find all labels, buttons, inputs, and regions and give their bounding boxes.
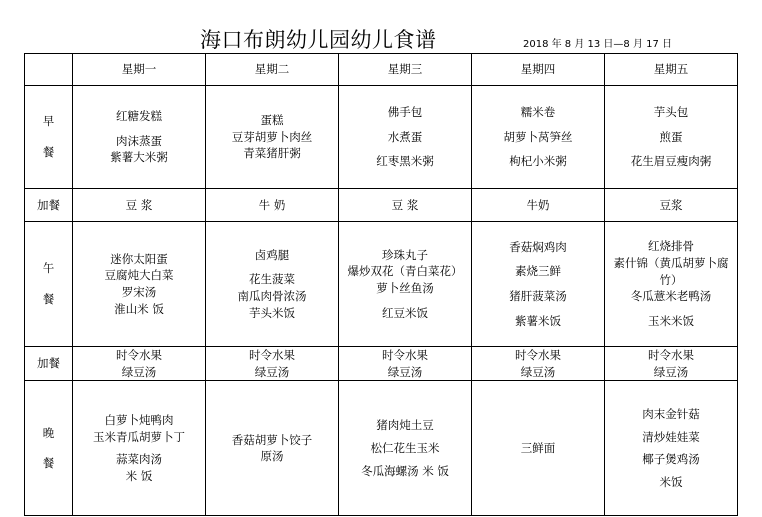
dish-item: 米饭	[659, 475, 683, 490]
header-row	[25, 54, 738, 86]
dish-item: 紫薯米饭	[515, 313, 561, 328]
dish-group	[348, 247, 463, 297]
dish-group	[382, 305, 428, 322]
dish-group	[259, 197, 286, 214]
dish-group	[660, 474, 683, 491]
dish-item: 紫薯大米粥	[110, 150, 168, 165]
dish-group	[126, 197, 153, 214]
dish-group	[660, 197, 683, 214]
dish-group	[648, 313, 694, 330]
dish-group	[232, 432, 313, 465]
dish-item: 三鲜面	[520, 441, 556, 455]
dish-item: 香菇焖鸡肉	[509, 239, 567, 254]
dish-group	[255, 247, 290, 264]
dish-group	[515, 347, 561, 380]
menu-cell	[339, 347, 472, 381]
dish-item: 花生眉豆瘦肉粥	[630, 154, 712, 169]
menu-cell	[73, 86, 206, 189]
dish-item: 素什锦（黄瓜胡萝卜腐竹）	[613, 255, 729, 287]
dish-group	[642, 429, 700, 446]
dish-item: 豆 浆	[125, 197, 153, 212]
menu-cell	[73, 381, 206, 516]
dish-group	[504, 129, 573, 146]
dish-group	[648, 347, 694, 380]
menu-cell	[339, 86, 472, 189]
dish-item: 佛手包	[387, 104, 423, 119]
meal-label-text: 早	[42, 114, 55, 129]
dish-item: 豆腐炖大白菜	[104, 268, 174, 283]
dish-item: 绿豆汤	[520, 364, 556, 379]
dish-item: 时令水果	[648, 348, 694, 362]
date-range: 2018 年 8 月 13 日—8 月 17 日	[523, 39, 673, 50]
day-header: 星期三	[339, 54, 472, 86]
dish-item: 豆芽胡萝卜肉丝	[231, 129, 313, 144]
dish-item: 南瓜肉骨浓汤	[237, 289, 307, 303]
menu-cell	[605, 86, 738, 189]
dish-item: 米 饭	[125, 469, 153, 484]
dish-item: 时令水果	[249, 348, 295, 362]
menu-cell	[605, 347, 738, 381]
dish-group	[376, 153, 434, 170]
menu-cell	[339, 189, 472, 222]
dish-item: 胡萝卜莴笋丝	[503, 129, 573, 144]
meal-label	[25, 381, 73, 516]
dish-item: 煎蛋	[659, 129, 683, 144]
dish-item: 时令水果	[515, 348, 561, 362]
dish-item: 时令水果	[116, 348, 162, 362]
dish-item: 松仁花生玉米	[370, 441, 440, 455]
dish-item: 冬瓜海螺汤 米 饭	[361, 463, 449, 478]
dish-group	[642, 451, 700, 468]
dish-item: 白萝卜炖鸭肉	[104, 413, 174, 427]
dish-item: 红豆米饭	[382, 305, 428, 320]
dish-item: 豆浆	[659, 197, 683, 212]
dish-group	[509, 239, 567, 256]
dish-group	[232, 112, 313, 162]
dish-item: 豆 浆	[391, 197, 419, 212]
dish-group	[116, 451, 162, 484]
dish-item: 绿豆汤	[254, 364, 290, 379]
meal-row	[25, 347, 738, 381]
meal-row	[25, 189, 738, 222]
dish-group	[527, 197, 550, 214]
meal-label-text: 加餐	[37, 356, 60, 371]
dish-item: 青菜猪肝粥	[243, 146, 301, 161]
dish-item: 红烧排骨	[648, 239, 694, 254]
dish-group	[521, 440, 556, 457]
meal-label-text: 餐	[42, 145, 55, 159]
dish-item: 肉沫蒸蛋	[116, 133, 162, 148]
meal-label-text: 加餐	[37, 197, 60, 212]
dish-group	[612, 238, 730, 305]
dish-group	[388, 104, 423, 121]
meal-label	[25, 86, 73, 189]
day-header: 星期一	[73, 54, 206, 86]
corner-cell	[25, 54, 73, 86]
dish-item: 玉米青瓜胡萝卜丁	[93, 429, 185, 444]
dish-group	[238, 271, 307, 321]
menu-cell	[73, 347, 206, 381]
meal-label-text: 午	[42, 261, 55, 276]
dish-item: 蛋糕	[260, 112, 284, 127]
dish-group	[660, 129, 683, 146]
dish-item: 素烧三鲜	[515, 264, 561, 279]
dish-item: 冬瓜薏米老鸭汤	[630, 289, 712, 304]
meal-label	[25, 189, 73, 222]
dish-group	[93, 412, 185, 445]
menu-cell	[206, 381, 339, 516]
dish-item: 肉末金针菇	[642, 407, 700, 421]
menu-cell	[206, 189, 339, 222]
meal-label-text: 餐	[42, 292, 55, 306]
meal-label	[25, 222, 73, 347]
day-header: 星期二	[206, 54, 339, 86]
dish-item: 绿豆汤	[653, 364, 689, 379]
menu-cell	[206, 347, 339, 381]
dish-group	[631, 153, 712, 170]
menu-cell	[206, 86, 339, 189]
dish-item: 绿豆汤	[121, 364, 157, 379]
dish-item: 猪肉炖土豆	[376, 418, 434, 433]
menu-cell	[472, 189, 605, 222]
dish-item: 爆炒双花（青白菜花）	[347, 264, 463, 279]
page-title: 海口布朗幼儿园幼儿食谱	[200, 28, 437, 52]
dish-item: 牛 奶	[258, 197, 286, 212]
menu-cell	[605, 222, 738, 347]
day-header: 星期五	[605, 54, 738, 86]
menu-cell	[472, 347, 605, 381]
dish-group	[642, 406, 700, 423]
dish-group	[515, 263, 561, 280]
day-header: 星期四	[472, 54, 605, 86]
meal-row	[25, 86, 738, 189]
dish-item: 时令水果	[382, 348, 428, 362]
menu-cell	[73, 222, 206, 347]
dish-group	[371, 440, 440, 457]
dish-item: 牛奶	[526, 197, 550, 212]
dish-group	[116, 347, 162, 380]
menu-cell	[605, 189, 738, 222]
dish-item: 枸杞小米粥	[509, 154, 567, 169]
dish-item: 猪肝菠菜汤	[509, 289, 567, 303]
menu-cell	[472, 86, 605, 189]
dish-group	[392, 197, 419, 214]
dish-group	[361, 463, 449, 480]
dish-item: 花生菠菜	[249, 272, 295, 287]
dish-item: 绿豆汤	[387, 364, 423, 379]
dish-group	[509, 153, 567, 170]
menu-cell	[339, 381, 472, 516]
menu-cell	[339, 222, 472, 347]
meal-row	[25, 381, 738, 516]
dish-item: 香菇胡萝卜饺子	[231, 432, 313, 447]
dish-group	[105, 251, 174, 318]
dish-group	[116, 108, 162, 125]
dish-item: 糯米卷	[520, 104, 556, 119]
dish-group	[521, 104, 556, 121]
meal-label	[25, 347, 73, 381]
dish-item: 芋头米饭	[249, 305, 295, 320]
menu-cell	[472, 381, 605, 516]
menu-cell	[605, 381, 738, 516]
dish-item: 淮山米 饭	[114, 301, 164, 316]
dish-group	[249, 347, 295, 380]
meal-label-text: 晚	[42, 425, 55, 440]
dish-group	[654, 104, 689, 121]
dish-item: 罗宋汤	[121, 285, 157, 299]
dish-item: 红枣黑米粥	[376, 154, 434, 169]
dish-item: 珍珠丸子	[382, 247, 428, 262]
menu-cell	[206, 222, 339, 347]
dish-group	[509, 288, 567, 305]
dish-item: 椰子煲鸡汤	[642, 452, 700, 467]
dish-group	[382, 347, 428, 380]
meal-row	[25, 222, 738, 347]
dish-item: 迷你太阳蛋	[110, 251, 168, 266]
dish-item: 水煮蛋	[387, 129, 423, 144]
menu-table	[24, 53, 738, 516]
dish-group	[376, 417, 434, 434]
dish-item: 芋头包	[653, 104, 689, 119]
dish-item: 玉米米饭	[648, 314, 694, 328]
meal-label-text: 餐	[42, 456, 55, 471]
dish-item: 原汤	[260, 449, 284, 464]
dish-item: 萝卜丝鱼汤	[376, 281, 434, 295]
dish-group	[515, 313, 561, 330]
menu-cell	[73, 189, 206, 222]
dish-item: 卤鸡腿	[254, 247, 290, 262]
menu-cell	[472, 222, 605, 347]
dish-group	[388, 129, 423, 146]
dish-item: 清炒娃娃菜	[642, 429, 700, 444]
dish-group	[110, 133, 168, 166]
dish-item: 蒜菜肉汤	[116, 452, 162, 467]
dish-item: 红糖发糕	[116, 108, 162, 123]
